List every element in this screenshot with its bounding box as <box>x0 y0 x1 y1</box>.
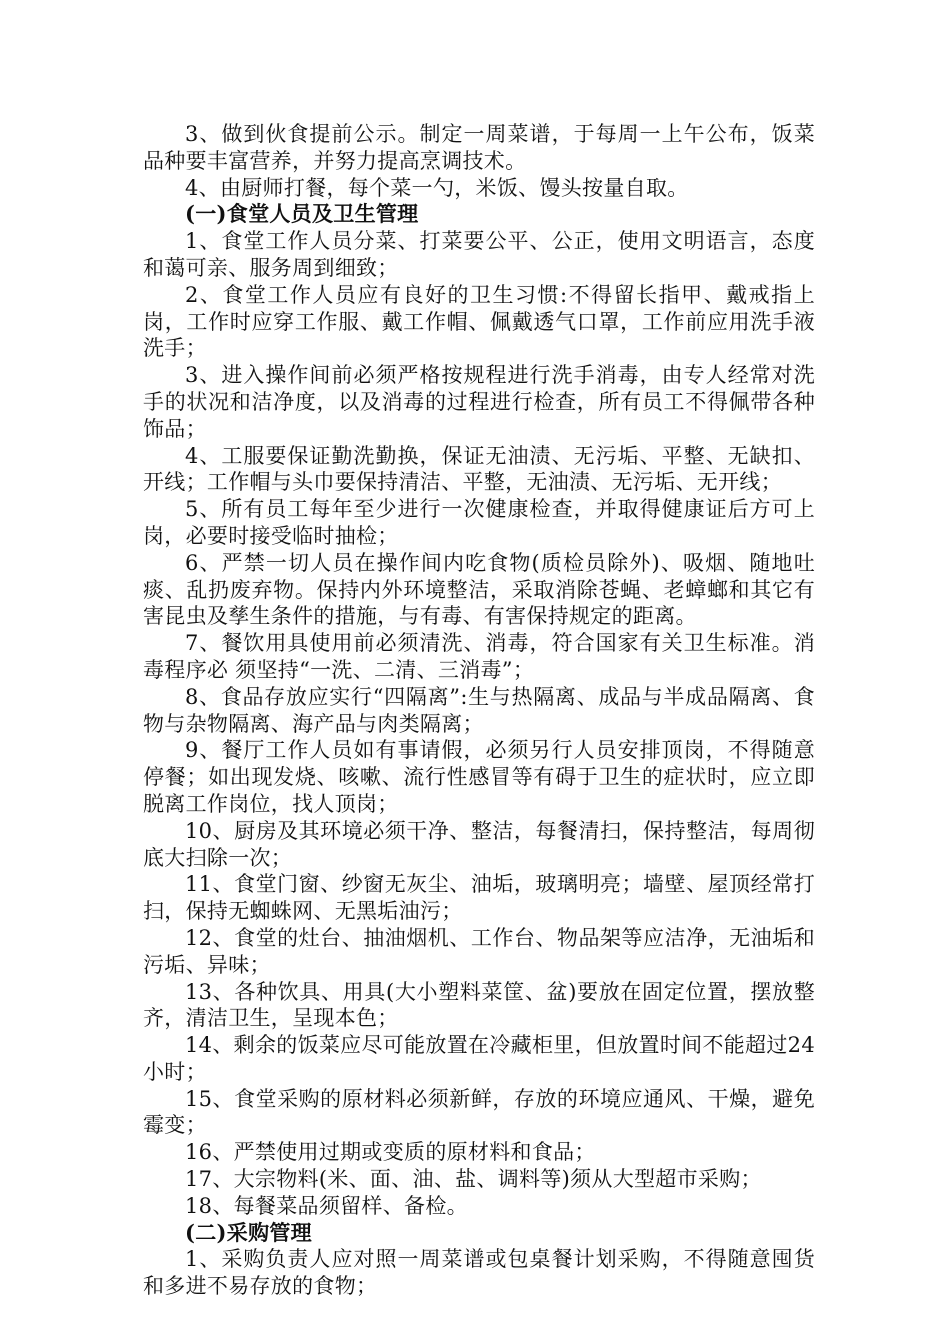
paragraph-staff-4: 4、工服要保证勤洗勤换，保证无油渍、无污垢、平整、无缺扣、开线；工作帽与头巾要保持清洁、平整，无油渍、无污垢、无开线； <box>143 443 815 495</box>
paragraph-4-serving: 4、由厨师打餐，每个菜一勺，米饭、馒头按量自取。 <box>185 175 689 200</box>
paragraph-staff-1: 1、食堂工作人员分菜、打菜要公平、公正，使用文明语言，态度和蔼可亲、服务周到细致； <box>143 229 815 280</box>
paragraph-staff-11: 11、食堂门窗、纱窗无灰尘、油垢，玻璃明亮；墙壁、屋顶经常打扫，保持无蜘蛛网、无黑垢油污； <box>143 872 815 924</box>
paragraph-staff-18: 18、每餐菜品须留样、备检。 <box>185 1193 468 1218</box>
paragraph-staff-13: 13、各种饮具、用具(大小塑料菜筐、盆)要放在固定位置，摆放整齐，清洁卫生，呈现本色； <box>143 979 815 1031</box>
section-heading-staff-hygiene: (一)食堂人员及卫生管理 <box>185 201 419 227</box>
paragraph-staff-6: 6、严禁一切人员在操作间内吃食物(质检员除外)、吸烟、随地吐痰、乱扔废弃物。保持内外环境整洁，采取消除苍蝇、老蟑螂和其它有害昆虫及孳生条件的措施，与有毒、有害保持规定的距离。 <box>143 550 815 629</box>
section-heading-purchasing: (二)采购管理 <box>185 1219 312 1245</box>
paragraph-staff-14: 14、剩余的饭菜应尽可能放置在冷藏柜里，但放置时间不能超过24小时； <box>143 1033 815 1084</box>
paragraph-staff-7: 7、餐饮用具使用前必须清洗、消毒，符合国家有关卫生标准。消毒程序必 须坚持“一洗、二清、三消毒”； <box>143 631 815 682</box>
paragraph-staff-3: 3、进入操作间前必须严格按规程进行洗手消毒，由专人经常对洗手的状况和洁净度，以及消毒的过程进行检查，所有员工不得佩带各种饰品； <box>143 363 815 441</box>
paragraph-staff-12: 12、食堂的灶台、抽油烟机、工作台、物品架等应洁净，无油垢和污垢、异味； <box>143 925 815 977</box>
document-body <box>143 121 815 1300</box>
paragraph-staff-2: 2、食堂工作人员应有良好的卫生习惯:不得留长指甲、戴戒指上岗，工作时应穿工作服、戴工作帽、佩戴透气口罩，工作前应用洗手液洗手； <box>143 282 815 361</box>
paragraph-staff-17: 17、大宗物料(米、面、油、盐、调料等)须从大型超市采购； <box>185 1167 762 1192</box>
paragraph-staff-9: 9、餐厅工作人员如有事请假，必须另行人员安排顶岗，不得随意停餐；如出现发烧、咳嗽、流行性感冒等有碍于卫生的症状时，应立即脱离工作岗位，找人顶岗； <box>143 738 815 816</box>
paragraph-3-menu-notice: 3、做到伙食提前公示。制定一周菜谱，于每周一上午公布，饭菜品种要丰富营养，并努力提高烹调技术。 <box>143 122 815 173</box>
paragraph-staff-16: 16、严禁使用过期或变质的原材料和食品； <box>185 1140 596 1165</box>
paragraph-staff-15: 15、食堂采购的原材料必须新鲜，存放的环境应通风、干燥，避免霉变； <box>143 1086 815 1138</box>
paragraph-purchasing-1: 1、采购负责人应对照一周菜谱或包桌餐计划采购，不得随意囤货和多进不易存放的食物； <box>143 1247 815 1299</box>
paragraph-staff-10: 10、厨房及其环境必须干净、整洁，每餐清扫，保持整洁，每周彻底大扫除一次； <box>143 818 815 870</box>
paragraph-staff-8: 8、食品存放应实行“四隔离”:生与热隔离、成品与半成品隔离、食物与杂物隔离、海产品与肉类隔离； <box>143 684 815 736</box>
paragraph-staff-5: 5、所有员工每年至少进行一次健康检查，并取得健康证后方可上岗，必要时接受临时抽检； <box>143 497 815 548</box>
